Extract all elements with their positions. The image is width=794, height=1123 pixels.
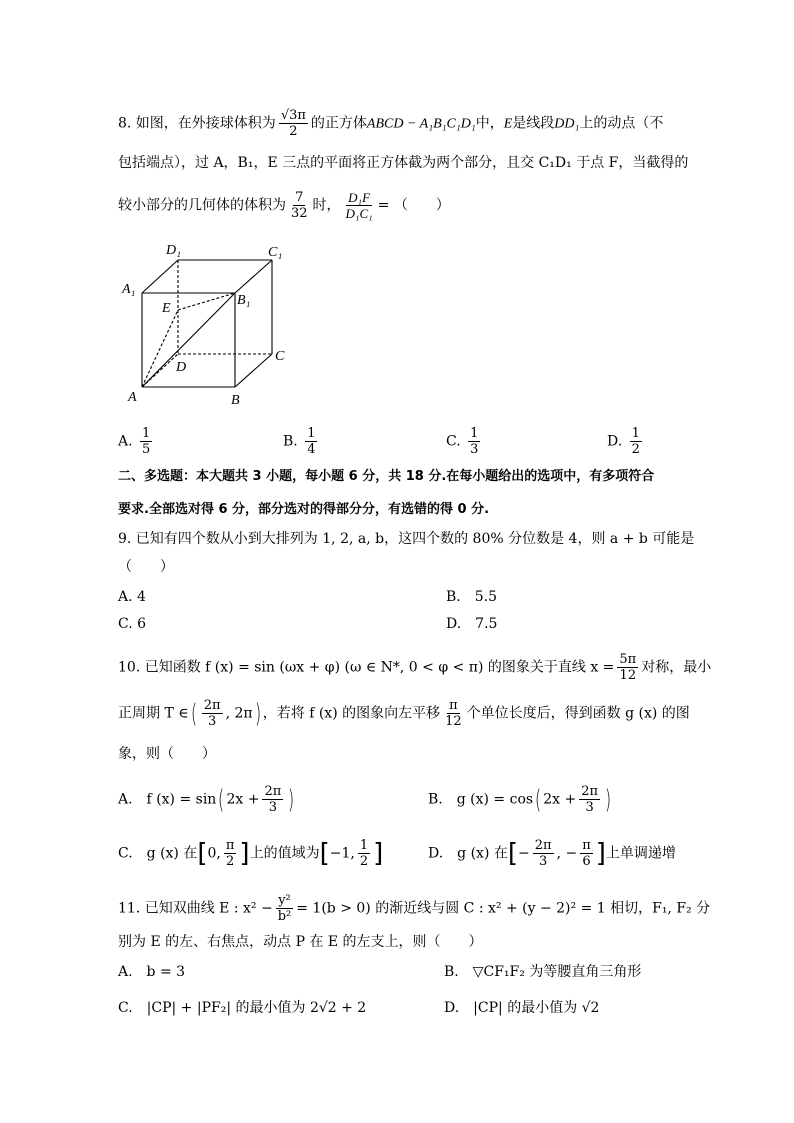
section2-heading-line2: 要求.全部选对得 6 分，部分选对的得部分分，有选错的得 0 分. (118, 502, 490, 517)
q9-option-d[interactable]: D. 7.5 (446, 616, 498, 632)
q8-option-c[interactable]: C. $\frac{1}{3}$ (446, 426, 479, 457)
q10-line2: 正周期 T ∈( $\frac{2\pi}{3}$ , 2π) ，若将 f (x) 的图象向左平移 $\frac{\pi}{12}$ 个单位长度后，得到函数 g (x) 的图 (118, 698, 690, 729)
q9-line1: 9. 已知有四个数从小到大排列为 1, 2, a, b，这四个数的 80% 分位数是 4，则 a + b 可能是 (118, 531, 695, 547)
q11-line2: 别为 E 的左、右焦点，动点 P 在 E 的左支上，则（ ） (118, 934, 483, 950)
q8-line1: 8. 如图，在外接球体积为 $\frac{√3\pi}{2}$ 的正方体ABCD − A₁B₁C₁D₁中，E是线段DD₁上的动点（不 (118, 108, 664, 139)
q8-option-d[interactable]: D. $\frac{1}{2}$ (607, 426, 640, 457)
label-A1: A₁ (122, 282, 136, 297)
q8-option-b[interactable]: B. $\frac{1}{4}$ (283, 426, 316, 457)
label-B: B (231, 393, 240, 408)
label-D1: D₁ (166, 243, 181, 258)
q10-option-d[interactable]: D. g (x) 在[− $\frac{2\pi}{3}$ , − $\frac{\pi}{6}$ ]上单调递增 (428, 838, 676, 869)
q9-option-b[interactable]: B. 5.5 (446, 589, 498, 605)
q8-small-volume: $\frac{7}{32}$ (291, 190, 308, 221)
cube-figure (118, 238, 298, 413)
q9-line2: （ ） (118, 559, 174, 575)
label-E: E (162, 301, 171, 316)
q8-line2: 包括端点），过 A，B₁，E 三点的平面将正方体截为两个部分，且交 C₁D₁ 于点 F，当截得的 (118, 155, 689, 171)
label-C1: C₁ (268, 245, 283, 260)
section2-heading-line1: 二、多选题：本大题共 3 小题，每小题 6 分，共 18 分.在每小题给出的选项中，有多项符合 (118, 469, 655, 484)
q11-option-a[interactable]: A. b = 3 (118, 964, 186, 980)
q11-line1: 11. 已知双曲线 E : x² − $\frac{\text{y²}}{\text{b²}}$ = 1(b > 0) 的渐近线与圆 C : x² + (y − 2)² = 1 相切，F₁, F₂ 分 (118, 893, 711, 924)
q8-volume-fraction: $\frac{√3\pi}{2}$ (280, 108, 306, 139)
q11-option-b[interactable]: B. ▽CF₁F₂ 为等腰直角三角形 (444, 964, 642, 980)
q9-option-a[interactable]: A. 4 (118, 589, 146, 605)
q11-option-d[interactable]: D. |CP| 的最小值为 √2 (444, 1000, 600, 1016)
cube-name: ABCD − A₁B₁C₁D₁ (366, 116, 476, 132)
q10-line1: 10. 已知函数 f (x) = sin (ωx + φ) (ω ∈ N*, 0 < φ < π) 的图象关于直线 x = $\frac{5\pi}{12}$ 对称，最小 (118, 652, 712, 683)
q8-line3: 较小部分的几何体的体积为 $\frac{7}{32}$ 时， $\frac{\text{D₁F}}{\text{D₁C₁}}$ = （ ） (118, 190, 450, 221)
label-B1: B₁ (237, 293, 251, 308)
q8-option-a[interactable]: A. $\frac{1}{5}$ (118, 426, 151, 457)
q10-option-c[interactable]: C. g (x) 在[0, $\frac{\pi}{2}$ ]上的值域为[−1, $\frac{1}{2}$ ] (118, 838, 384, 869)
q8-ratio: $\frac{\text{D₁F}}{\text{D₁C₁}}$ (345, 190, 373, 221)
q10-line3: 象，则（ ） (118, 746, 216, 762)
q9-option-c[interactable]: C. 6 (118, 616, 147, 632)
label-C: C (275, 349, 285, 364)
q10-option-a[interactable]: A. f (x) = sin( 2x + $\frac{2\pi}{3}$ ) (118, 784, 295, 815)
q11-option-c[interactable]: C. |CP| + |PF₂| 的最小值为 2√2 + 2 (118, 1000, 367, 1016)
label-D: D (176, 360, 187, 375)
label-A: A (128, 390, 137, 405)
q8-text: 8. 如图，在外接球体积为 (118, 115, 276, 132)
q10-option-b[interactable]: B. g (x) = cos( 2x + $\frac{2\pi}{3}$ ) (428, 784, 612, 815)
